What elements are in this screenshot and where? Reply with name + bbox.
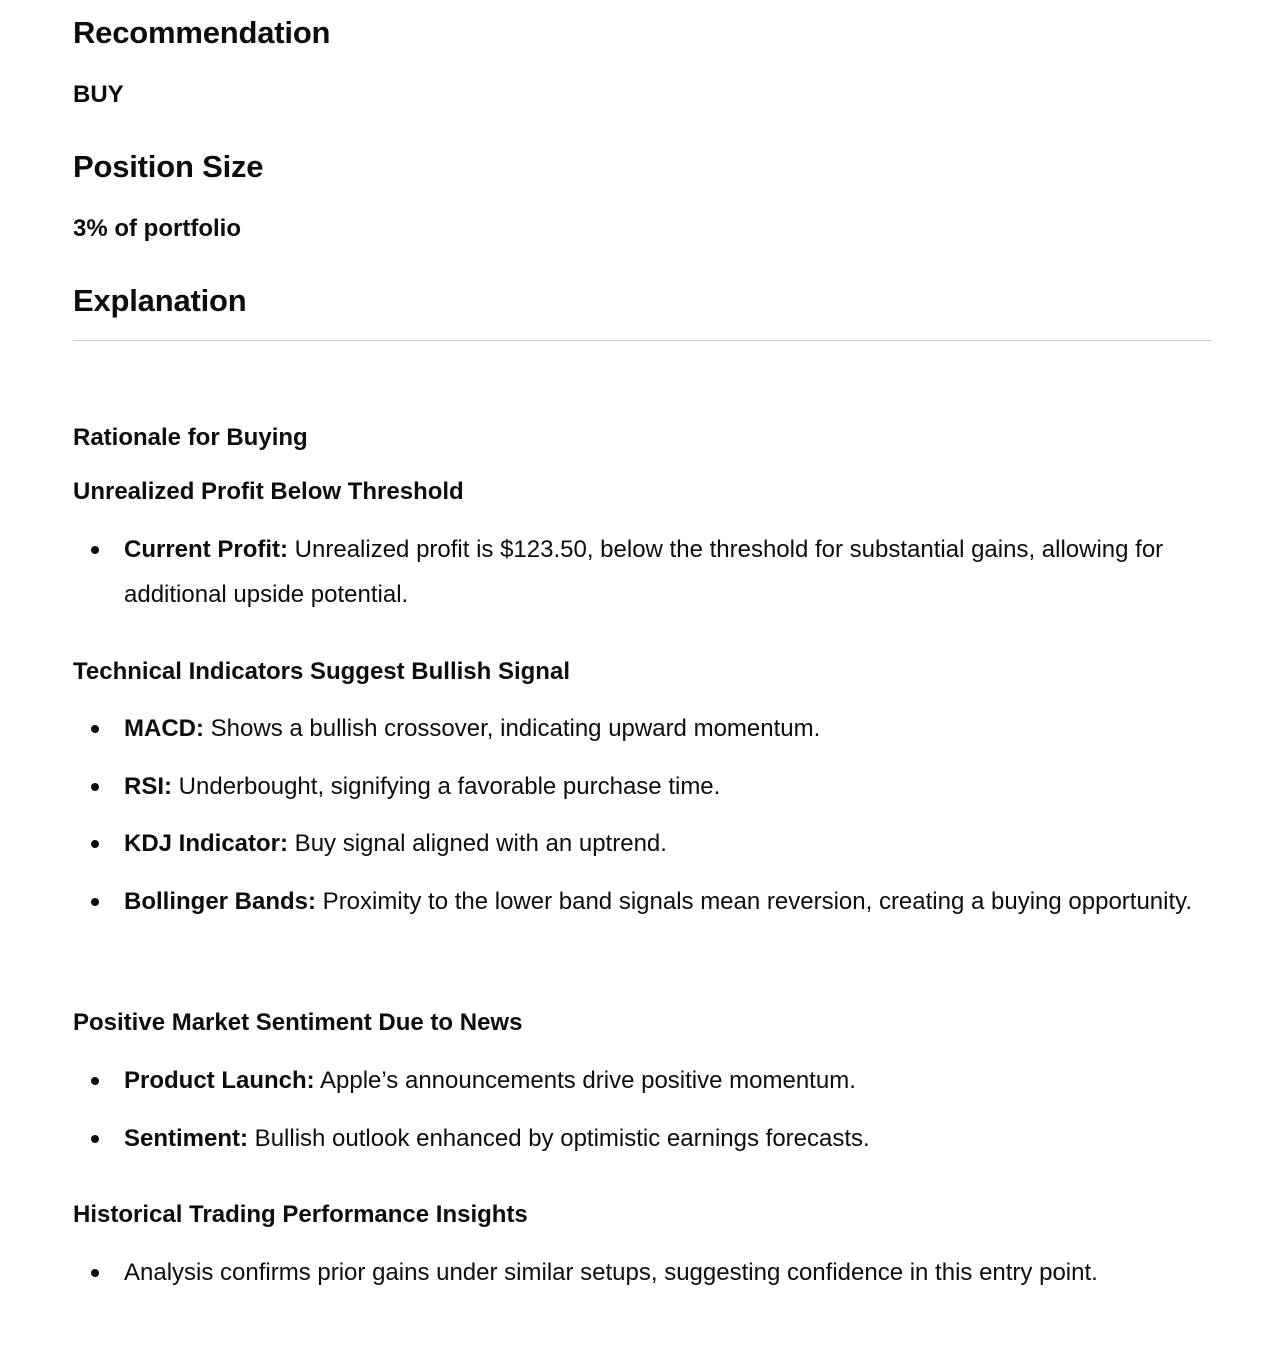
position-size-heading: Position Size [73, 149, 264, 184]
section-title-market-sentiment: Positive Market Sentiment Due to News [73, 1009, 523, 1036]
item-label: KDJ Indicator: [124, 830, 289, 857]
list-item [73, 1250, 1194, 1295]
rationale-heading: Rationale for Buying [73, 424, 308, 451]
bullet-dot-icon [91, 1269, 99, 1277]
list-item [73, 1058, 1194, 1103]
item-label: Product Launch: [124, 1067, 315, 1094]
bullet-list-historical-performance [73, 1250, 1194, 1295]
bullet-dot-icon [91, 725, 99, 733]
bullet-dot-icon [91, 1135, 99, 1143]
bullet-list-technical-indicators [73, 706, 1194, 924]
bullet-dot-icon [91, 546, 99, 554]
bullet-dot-icon [91, 840, 99, 848]
item-text: Proximity to the lower band signals mean reversion, creating a buying opportunity. [316, 888, 1193, 915]
section-title-unrealized-profit: Unrealized Profit Below Threshold [73, 478, 464, 505]
list-item [73, 879, 1194, 924]
section-divider [73, 340, 1212, 341]
item-label: MACD: [124, 715, 204, 742]
bullet-list-market-sentiment [73, 1058, 1194, 1161]
section-title-historical-performance: Historical Trading Performance Insights [73, 1201, 528, 1228]
item-label: Sentiment: [124, 1125, 249, 1152]
item-text: Unrealized profit is $123.50, below the threshold for substantial gains, allowing for additional upside potential. [124, 536, 1164, 608]
position-size-value: 3% of portfolio [73, 215, 241, 242]
recommendation-value: BUY [73, 81, 124, 108]
item-text: Shows a bullish crossover, indicating upward momentum. [203, 715, 821, 742]
list-item [73, 527, 1194, 617]
item-label: RSI: [124, 773, 172, 800]
item-text: Buy signal aligned with an uptrend. [288, 830, 667, 857]
bullet-list-unrealized-profit [73, 527, 1194, 617]
bullet-dot-icon [91, 783, 99, 791]
explanation-heading: Explanation [73, 283, 247, 318]
list-item [73, 706, 1194, 751]
bullet-dot-icon [91, 1077, 99, 1085]
recommendation-heading: Recommendation [73, 15, 331, 50]
item-label: Bollinger Bands: [124, 888, 317, 915]
item-text: Apple’s announcements drive positive momentum. [314, 1067, 856, 1094]
bullet-dot-icon [91, 898, 99, 906]
list-item [73, 821, 1194, 866]
item-text: Bullish outlook enhanced by optimistic earnings forecasts. [248, 1125, 870, 1152]
item-text: Underbought, signifying a favorable purchase time. [172, 773, 721, 800]
item-label: Current Profit: [124, 536, 288, 563]
list-item [73, 1116, 1194, 1161]
list-item [73, 764, 1194, 809]
section-title-technical-indicators: Technical Indicators Suggest Bullish Signal [73, 658, 570, 685]
item-text: Analysis confirms prior gains under similar setups, suggesting confidence in this entry point. [124, 1259, 1098, 1286]
